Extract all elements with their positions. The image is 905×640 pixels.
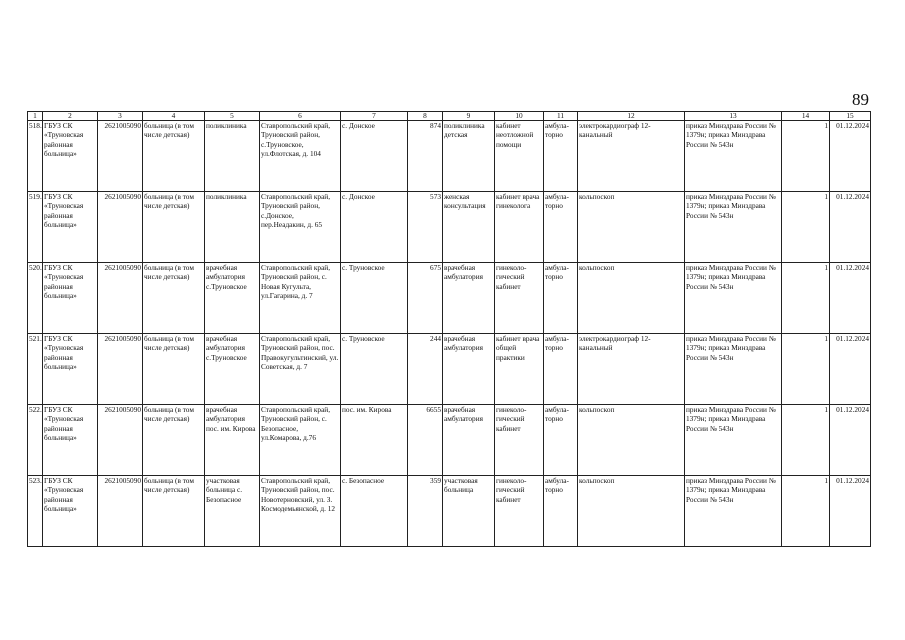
address-cell: Ставропольский край, Труновский район, пос. Правокугультинский, ул. Советская, д. 7 (260, 334, 341, 405)
unit-cell: врачебная амбулатория с.Труновское (205, 263, 260, 334)
row-number: 518. (28, 121, 43, 192)
organization-cell: ГБУЗ СК «Труновская районная больница» (43, 476, 98, 547)
code-cell: 2621005090 (98, 334, 143, 405)
settlement-cell: с. Труновское (341, 334, 408, 405)
address-cell: Ставропольский край, Труновский район, пос. Новотерновский, ул. З. Космодемьянской, д. 12 (260, 476, 341, 547)
date-cell: 01.12.2024 (830, 121, 871, 192)
row-number: 520. (28, 263, 43, 334)
order-cell: приказ Минздрава России № 1379н; приказ Минздрава России № 543н (685, 334, 782, 405)
quantity-cell: 1 (782, 405, 830, 476)
address-cell: Ставропольский край, Труновский район, с.Труновское, ул.Флотская, д. 104 (260, 121, 341, 192)
column-header: 13 (685, 112, 782, 121)
care-type-cell: амбула-торно (544, 263, 578, 334)
table-row (28, 334, 871, 405)
equipment-table (27, 111, 871, 547)
table-row (28, 121, 871, 192)
organization-cell: ГБУЗ СК «Труновская районная больница» (43, 192, 98, 263)
department-cell: поликлиника детская (443, 121, 495, 192)
column-header: 5 (205, 112, 260, 121)
equipment-cell: электрокардиограф 12-канальный (578, 121, 685, 192)
equipment-cell: кольпоскоп (578, 476, 685, 547)
row-number: 522. (28, 405, 43, 476)
room-cell: кабинет врача гинеколога (495, 192, 544, 263)
organization-cell: ГБУЗ СК «Труновская районная больница» (43, 405, 98, 476)
equipment-cell: кольпоскоп (578, 192, 685, 263)
equipment-cell: кольпоскоп (578, 263, 685, 334)
column-header: 4 (143, 112, 205, 121)
room-cell: гинеколо-гический кабинет (495, 405, 544, 476)
date-cell: 01.12.2024 (830, 405, 871, 476)
facility-type-cell: больница (в том числе детская) (143, 121, 205, 192)
address-cell: Ставропольский край, Труновский район, с. Безопасное, ул.Комарова, д.76 (260, 405, 341, 476)
column-header: 12 (578, 112, 685, 121)
date-cell: 01.12.2024 (830, 476, 871, 547)
column-header: 11 (544, 112, 578, 121)
population-cell: 6655 (408, 405, 443, 476)
care-type-cell: амбула-торно (544, 121, 578, 192)
column-header: 3 (98, 112, 143, 121)
facility-type-cell: больница (в том числе детская) (143, 334, 205, 405)
order-cell: приказ Минздрава России № 1379н; приказ Минздрава России № 543н (685, 192, 782, 263)
row-number: 519. (28, 192, 43, 263)
organization-cell: ГБУЗ СК «Труновская районная больница» (43, 334, 98, 405)
organization-cell: ГБУЗ СК «Труновская районная больница» (43, 121, 98, 192)
page-number: 89 (852, 90, 869, 109)
facility-type-cell: больница (в том числе детская) (143, 476, 205, 547)
facility-type-cell: больница (в том числе детская) (143, 263, 205, 334)
care-type-cell: амбула-торно (544, 192, 578, 263)
address-cell: Ставропольский край, Труновский район, с.Донское, пер.Неадакин, д. 65 (260, 192, 341, 263)
quantity-cell: 1 (782, 263, 830, 334)
column-header: 6 (260, 112, 341, 121)
unit-cell: участковая больница с. Безопасное (205, 476, 260, 547)
organization-cell: ГБУЗ СК «Труновская районная больница» (43, 263, 98, 334)
table-row (28, 263, 871, 334)
care-type-cell: амбула-торно (544, 405, 578, 476)
quantity-cell: 1 (782, 121, 830, 192)
column-header: 14 (782, 112, 830, 121)
column-header: 9 (443, 112, 495, 121)
table-row (28, 192, 871, 263)
room-cell: гинеколо-гический кабинет (495, 263, 544, 334)
department-cell: врачебная амбулатория (443, 334, 495, 405)
care-type-cell: амбула-торно (544, 476, 578, 547)
quantity-cell: 1 (782, 334, 830, 405)
department-cell: врачебная амбулатория (443, 263, 495, 334)
column-header: 8 (408, 112, 443, 121)
population-cell: 675 (408, 263, 443, 334)
row-number: 523. (28, 476, 43, 547)
header-row (28, 112, 871, 121)
date-cell: 01.12.2024 (830, 334, 871, 405)
room-cell: кабинет неотложной помощи (495, 121, 544, 192)
settlement-cell: с. Донское (341, 192, 408, 263)
unit-cell: врачебная амбулатория пос. им. Кирова (205, 405, 260, 476)
room-cell: кабинет врача общей практики (495, 334, 544, 405)
settlement-cell: с. Донское (341, 121, 408, 192)
unit-cell: врачебная амбулатория с.Труновское (205, 334, 260, 405)
code-cell: 2621005090 (98, 192, 143, 263)
order-cell: приказ Минздрава России № 1379н; приказ Минздрава России № 543н (685, 121, 782, 192)
table-row (28, 476, 871, 547)
code-cell: 2621005090 (98, 263, 143, 334)
population-cell: 244 (408, 334, 443, 405)
facility-type-cell: больница (в том числе детская) (143, 405, 205, 476)
code-cell: 2621005090 (98, 405, 143, 476)
equipment-cell: кольпоскоп (578, 405, 685, 476)
date-cell: 01.12.2024 (830, 192, 871, 263)
population-cell: 874 (408, 121, 443, 192)
table-row (28, 405, 871, 476)
order-cell: приказ Минздрава России № 1379н; приказ Минздрава России № 543н (685, 263, 782, 334)
population-cell: 573 (408, 192, 443, 263)
column-header: 7 (341, 112, 408, 121)
unit-cell: поликлиника (205, 121, 260, 192)
equipment-cell: электрокардиограф 12-канальный (578, 334, 685, 405)
code-cell: 2621005090 (98, 476, 143, 547)
column-header: 2 (43, 112, 98, 121)
order-cell: приказ Минздрава России № 1379н; приказ Минздрава России № 543н (685, 405, 782, 476)
settlement-cell: с. Безопасное (341, 476, 408, 547)
column-header: 10 (495, 112, 544, 121)
quantity-cell: 1 (782, 476, 830, 547)
room-cell: гинеколо-гический кабинет (495, 476, 544, 547)
care-type-cell: амбула-торно (544, 334, 578, 405)
department-cell: женская консультация (443, 192, 495, 263)
code-cell: 2621005090 (98, 121, 143, 192)
address-cell: Ставропольский край, Труновский район, с. Новая Кугульта, ул.Гагарина, д. 7 (260, 263, 341, 334)
quantity-cell: 1 (782, 192, 830, 263)
row-number: 521. (28, 334, 43, 405)
department-cell: врачебная амбулатория (443, 405, 495, 476)
order-cell: приказ Минздрава России № 1379н; приказ Минздрава России № 543н (685, 476, 782, 547)
date-cell: 01.12.2024 (830, 263, 871, 334)
column-header: 1 (28, 112, 43, 121)
unit-cell: поликлиника (205, 192, 260, 263)
facility-type-cell: больница (в том числе детская) (143, 192, 205, 263)
column-header: 15 (830, 112, 871, 121)
population-cell: 359 (408, 476, 443, 547)
table-body (28, 121, 871, 547)
department-cell: участковая больница (443, 476, 495, 547)
settlement-cell: пос. им. Кирова (341, 405, 408, 476)
settlement-cell: с. Труновское (341, 263, 408, 334)
